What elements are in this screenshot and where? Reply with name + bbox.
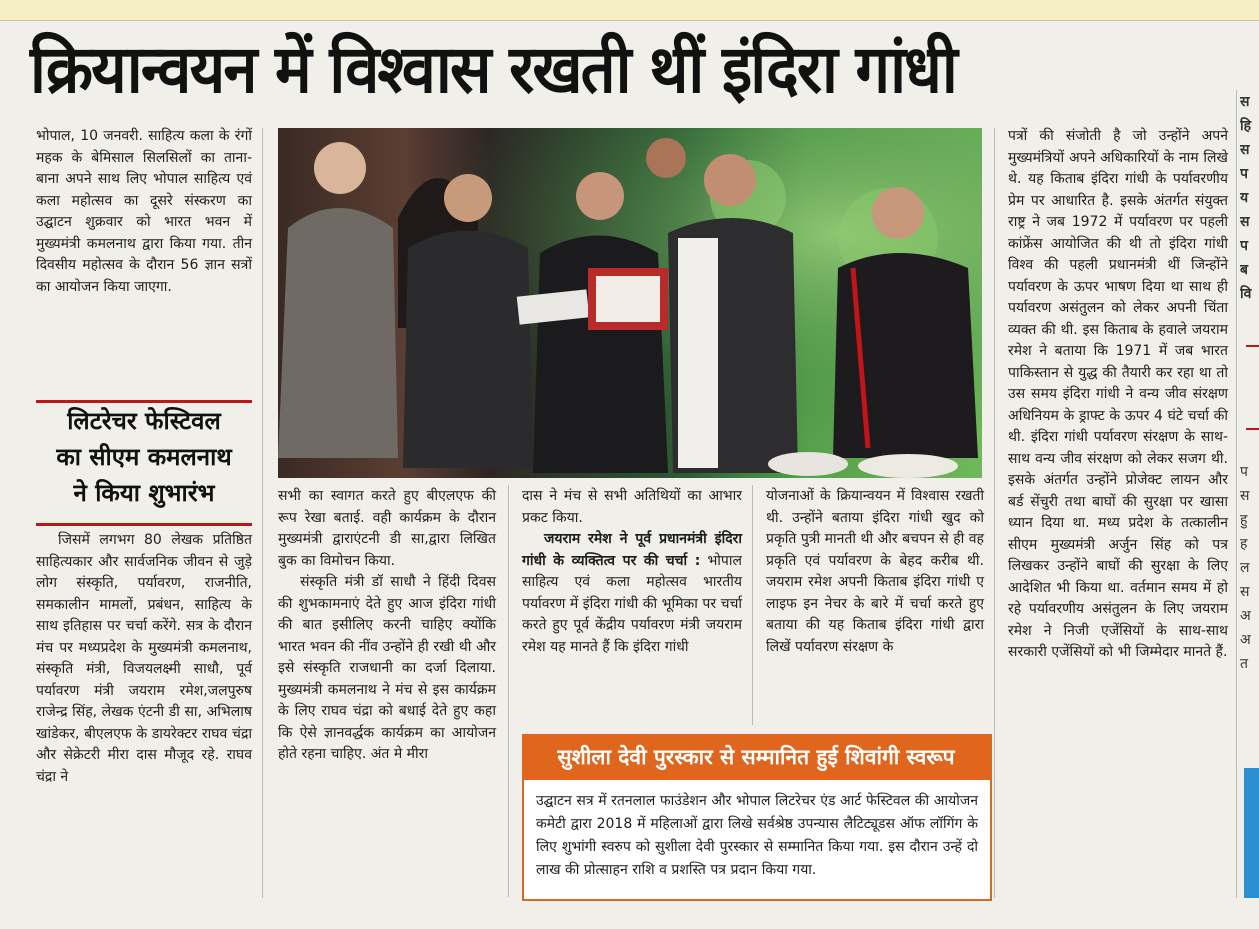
column-rule: [994, 128, 995, 898]
subheading-line: लिटरेचर फेस्टिवल: [67, 407, 221, 435]
column-rule: [262, 128, 263, 898]
article-column-4: [766, 486, 984, 658]
article-column-5: [1008, 126, 1228, 664]
adjacent-rule: [1246, 428, 1259, 430]
adjacent-blue-block: [1244, 768, 1259, 898]
article-intro: [36, 126, 252, 298]
award-box-text: उद्घाटन सत्र में रतनलाल फाउंडेशन और भोपाल लिटरेचर एंड आर्ट फेस्टिवल की आयोजन कमेटी द्वारा 2018 में महिलाओं द्वारा लिखे सर्वश्रेष्ठ उपन्यास लैटिट्यूडस ऑफ लॉगिंग के लिए शुभांगी स्वरुप को सुशीला देवी पुरस्कार से सम्मानित किया गया. इस दौरान उन्हें दो लाख की प्रोत्साहन राशि व प्रशस्ति पत्र प्रदान किया गया.: [536, 793, 978, 878]
article-column-1: [36, 530, 252, 788]
column-5-paragraph: पत्रों की संजोती है जो उन्होंने अपने मुख्यमंत्रियों अपने अधिकारियों के नाम लिखे थे. यह किताब इंदिरा गांधी के पर्यावरणीय प्रेम पर आधारित है. इसके अंतर्गत संयुक्त राष्ट्र ने जब 1972 में पर्यावरण पर पहली कांफ्रेंस आयोजित की थी तो इंदिरा गांधी विश्व की पहली प्रधानमंत्री थीं जिन्होंने पर्यावरण के ऊपर भाषण दिया था साथ ही पर्यावरण असंतुलन को लेकर अपनी चिंता व्यक्त की थी. इस किताब के हवाले जयराम रमेश ने बताया कि 1971 में जब भारत पाकिस्तान से युद्ध की तैयारी कर रहा था तो उस समय इंदिरा गांधी ने वन्य जीव संरक्षण अधिनियम के ड्राफ्ट के ऊपर 4 घंटे चर्चा की थी. इंदिरा गांधी पर्यावरण संरक्षण के साथ-साथ वन्य जीव संरक्षण को लेकर सजग थी. इसके अंतर्गत उन्होंने प्रोजेक्ट लायन और बर्ड सेंचुरी तथा बाघों की सुरक्षा पर खासा ध्यान दिया था. मध्य प्रदेश के तत्कालीन सीएम मुख्यमंत्री अर्जुन सिंह को पत्र लिखकर उन्होंने बाघों की सुरक्षा के लिए आदेशित भी किया था. वर्तमान समय में हो रहे पर्यावरणीय असंतुलन के लिए जयराम रमेश ने निजी एजेंसियों के साथ-साथ सरकारी एजेंसियों को भी जिम्मेदार मानते हैं.: [1008, 128, 1228, 660]
page-title: क्रियान्वयन में विश्वास रखती थीं इंदिरा गांधी: [30, 31, 956, 108]
event-photo: [278, 128, 982, 478]
subheading-box: [36, 400, 252, 526]
column-3-paragraph: भोपाल साहित्य एवं कला महोत्सव भारतीय पर्यावरण में इंदिरा गांधी की भूमिका पर चर्चा करते हुए पूर्व केंद्रीय पर्यावरण मंत्री जयराम रमेश यह मानते हैं कि इंदिरा गांधी: [522, 552, 743, 655]
adjacent-rule: [1246, 345, 1259, 347]
intro-paragraph: भोपाल, 10 जनवरी. साहित्य कला के रंगों महक के बेमिसाल सिलसिलों का ताना-बाना अपने साथ लिए भोपाल साहित्य एवं कला महोत्सव का दूसरे संस्करण का उद्घाटन शुक्रवार को भारत भवन में मुख्यमंत्री कमलनाथ द्वारा किया गया. तीन दिवसीय महोत्सव के दौरान 56 ज्ञान सत्रों का आयोजन किया जाएगा.: [36, 128, 252, 295]
subheading-line: का सीएम कमलनाथ: [56, 443, 232, 471]
top-color-band: [0, 0, 1259, 21]
column-2-paragraph: सभी का स्वागत करते हुए बीएलएफ की रूप रेखा बताई. वही कार्यक्रम के दौरान मुख्यमंत्री द्वाराएंटनी डी सा,द्वारा लिखित बुक का विमोचन किया.: [278, 488, 496, 569]
event-photo-illustration: [278, 128, 982, 478]
subheading-line: ने किया शुभारंभ: [73, 479, 215, 507]
column-1-paragraph: जिसमें लगभग 80 लेखक प्रतिष्ठित साहित्यकार और सार्वजनिक जीवन से जुड़े लोग संस्कृति, पर्यावरण, राजनीति, समकालीन मामलों, प्रबंधन, साहित्य के साथ इतिहास पर चर्चा करेंगे. सत्र के दौरान मंच पर मध्यप्रदेश के मुख्यमंत्री कमलनाथ, संस्कृति मंत्री, विजयलक्ष्मी साधौ, पूर्व पर्यावरण मंत्री जयराम रमेश,जलपुरुष राजेन्द्र सिंह, लेखक एंटनी डी सा, अभिलाष खांडेकर, बीएलएफ के डायरेक्टर राघव चंद्रा और सेक्रेटरी मीरा दास मौजूद रहे. राघव चंद्रा ने: [36, 532, 252, 785]
article-column-3: [522, 486, 742, 658]
column-4-paragraph: योजनाओं के क्रियान्वयन में विश्वास रखती थी. उन्होंने बताया इंदिरा गांधी खुद को प्रकृति पुत्री मानती थी और बचपन से ही वह प्रकृति एवं पर्यावरण के बेहद करीब थी. जयराम रमेश अपनी किताब इंदिरा गांधी ए लाइफ इन नेचर के बारे में चर्चा करते हुए बताया की यह किताब इंदिरा गांधी द्वारा लिखें पर्यावरण संरक्षण के: [766, 488, 984, 655]
column-2-paragraph: संस्कृति मंत्री डॉ साधौ ने हिंदी दिवस की शुभकामनाएं देते हुए आज इंदिरा गांधी की बात इसीलिए करनी चाहिए क्योंकि भारत भवन की नींव उन्होंने ही रखी थी और इसे संस्कृति राजधानी का दर्जा दिलाया. मुख्यमंत्री कमलनाथ ने मंच से इस कार्यक्रम के लिए राघव चंद्रा को बधाई देते हुए कहा कि ऐसे ज्ञानवर्द्धक कार्यक्रम का आयोजन होते रहना चाहिए. अंत मे मीरा: [278, 574, 496, 762]
column-rule: [508, 485, 509, 897]
column-rule: [752, 485, 753, 725]
award-box: [522, 734, 992, 901]
jairam-ramesh-subheading: जयराम रमेश ने पूर्व प्रधानमंत्री इंदिरा गांधी के व्यक्तित्व पर की चर्चा :: [522, 531, 742, 569]
column-rule: [1236, 90, 1237, 898]
award-box-title: सुशीला देवी पुरस्कार से सम्मानित हुई शिवांगी स्वरूप: [522, 734, 990, 780]
adjacent-article-edge: स हि स प य स प ब वि: [1240, 94, 1252, 302]
column-3-paragraph: दास ने मंच से सभी अतिथियों का आभार प्रकट किया.: [522, 488, 742, 526]
article-column-2: [278, 486, 496, 766]
adjacent-article-edge-lower: प स हु ह ल स अ अ त: [1240, 464, 1251, 672]
